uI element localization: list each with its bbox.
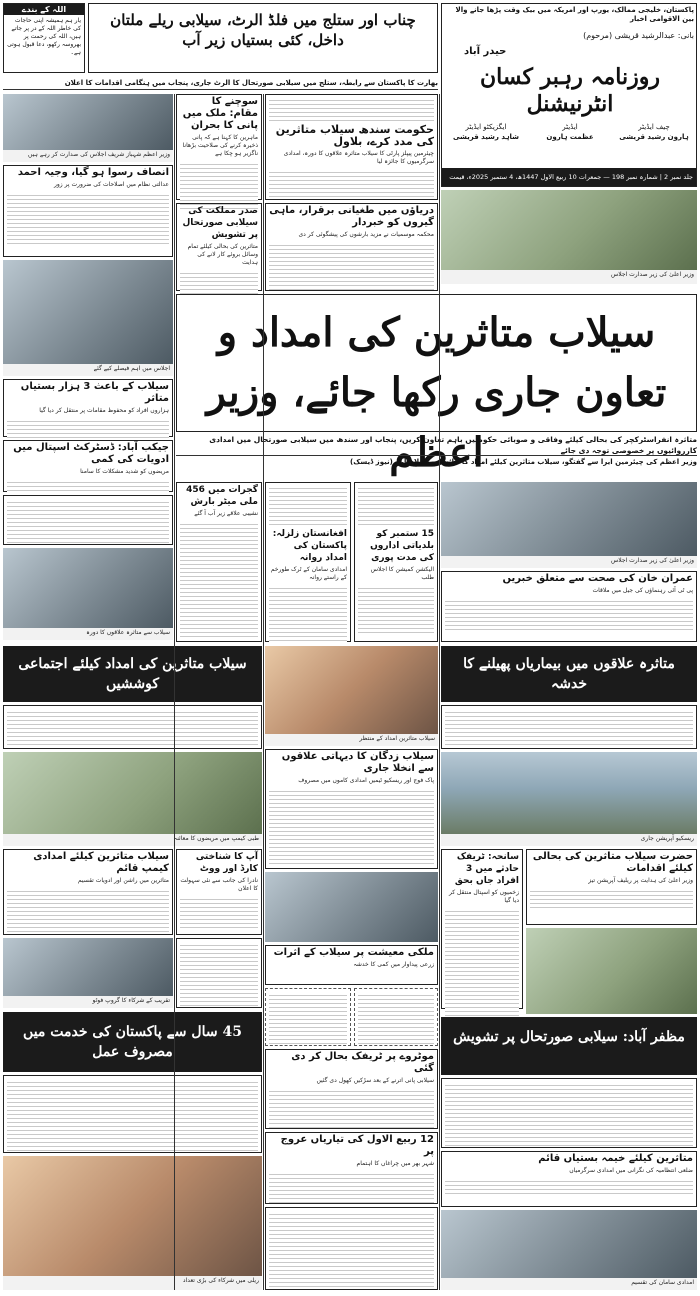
- story-text: نشیبی علاقے زیر آب آ گئے: [194, 510, 258, 517]
- photo-office-small: [265, 872, 438, 942]
- masthead-founder: بانی: عبدالرشید قریشی (مرحوم): [583, 31, 694, 40]
- banner-right-low: [441, 1017, 697, 1075]
- banner-left-mid-text: سیلاب متاثرین کی امداد کیلئے اجتماعی کوششیں: [18, 656, 247, 692]
- banner-right-low-text: مظفر آباد: سیلابی صورتحال پر تشویش: [453, 1029, 685, 1045]
- story-right-low: [441, 1078, 697, 1148]
- story-text: پاک فوج اور ریسکیو ٹیمیں امدادی کاموں میں مصروف: [298, 777, 434, 784]
- story-headline: سانحہ: ٹریفک حادثے میں 3 افراد جاں بحق: [454, 852, 519, 886]
- banner-right-mid-text: متاثرہ علاقوں میں بیماریاں پھیلنے کا خدشہ: [463, 656, 675, 692]
- story-left-column: [3, 495, 173, 545]
- masthead-staff: [446, 122, 694, 162]
- editor: عظمت ہارون: [546, 133, 594, 141]
- caption-youth: تقریب کے شرکاء کا گروپ فوٹو: [3, 996, 173, 1008]
- story-text: زرعی پیداوار میں کمی کا خدشہ: [353, 961, 434, 968]
- exec-editor: شاہد رشید قریشی: [452, 133, 520, 141]
- banner-left-low-text: 45 سال سے پاکستان کی خدمت میں مصروف عمل: [23, 1024, 242, 1060]
- story-text: عدالتی نظام میں اصلاحات کی ضرورت پر زور: [53, 181, 169, 188]
- column-rule: [439, 94, 440, 1290]
- column-rule: [263, 94, 264, 1290]
- story-text: سیلابی پانی اترنے کے بعد سڑکیں کھول دی گئیں: [316, 1077, 434, 1084]
- story-text: امدادی سامان کے ٹرک طورخم کے راستے روانہ: [270, 566, 347, 581]
- story-headline: عمران خان کی صحت سے متعلق خبریں: [502, 573, 693, 584]
- story-headline: حضرت سیلاب متاثرین کی بحالی کیلئے اقدامات: [532, 851, 693, 874]
- story-headline: افغانستان زلزلہ: پاکستان کی امداد روانہ: [272, 529, 347, 563]
- caption-medical-camp: طبی کیمپ میں مریضوں کا معائنہ: [3, 834, 262, 846]
- story-camps-left: [3, 849, 173, 935]
- story-headline: سیلاب کے باعث 3 ہزار بستیاں متاثر: [20, 381, 169, 404]
- story-rivers: [265, 203, 438, 291]
- story-text: مریضوں کو شدید مشکلات کا سامنا: [80, 468, 169, 475]
- story-text: محکمہ موسمیات نے مزید بارشوں کی پیشگوئی کر دی: [298, 231, 434, 238]
- story-id-card: [176, 849, 262, 935]
- issue-date: جمعرات 10 ربیع الاول 1447ھ، 4 ستمبر 2025ء، قیمت: [449, 173, 602, 181]
- photo-pm-meeting: [3, 94, 173, 150]
- story-headline: متاثرین کیلئے خیمہ بستیاں قائم: [538, 1153, 693, 1164]
- photo-bottom-right: [441, 1210, 697, 1278]
- banner-left-low: [3, 1012, 262, 1072]
- story-headline: 12 ربیع الاول کی تیاریاں عروج پر: [280, 1134, 434, 1157]
- story-thinking: [176, 94, 262, 200]
- story-headline: سیلاب متاثرین کیلئے امدادی کیمپ قائم: [33, 851, 169, 874]
- photo-cm-meeting: [441, 190, 697, 270]
- story-headline: سیلاب زدگان کا دیہاتی علاقوں سے انخلا جاری: [281, 751, 434, 774]
- story-text: ضلعی انتظامیہ کی نگرانی میں امدادی سرگرمیاں: [569, 1167, 693, 1174]
- caption-meeting-two: اجلاس میں اہم فیصلے کیے گئے: [3, 364, 173, 376]
- story-rehab: [526, 849, 697, 925]
- main-byline: وزیر اعظم کی چیئرمین ایرا سے گفتگو، سیلاب متاثرین کیلئے امداد کا جائزہ — اسلام آباد (نیوز ڈیسک): [350, 458, 697, 466]
- banner-right-mid: [441, 646, 697, 702]
- dua-title: اللہ کے بندے: [4, 4, 84, 15]
- story-text: زخمیوں کو اسپتال منتقل کر دیا گیا: [448, 889, 519, 904]
- caption-flood-victims: سیلاب متاثرین امداد کے منتظر: [265, 734, 438, 746]
- story-text: ماہرین کا کہنا ہے کہ پانی ذخیرہ کرنے کی صلاحیت بڑھانا ناگزیر ہو چکا ہے: [182, 134, 258, 157]
- main-subhead: متاثرہ انفراسٹرکچر کی بحالی کیلئے وفاقی و صوبائی حکومتیں باہم تعاون کریں، پنجاب اور سندھ میں سیلابی صورتحال میں امدادی کارروائیوں پر خصوصی توجہ دی جائے: [176, 434, 697, 456]
- dua-box: [3, 3, 85, 73]
- caption-official-meeting: وزیر اعلیٰ کی زیر صدارت اجلاس: [441, 556, 697, 568]
- photo-meeting-two: [3, 260, 173, 364]
- story-headline: موٹروے پر ٹریفک بحال کر دی گئی: [291, 1051, 434, 1074]
- story-headline: 15 ستمبر کو بلدیاتی اداروں کی مدت پوری: [370, 529, 434, 563]
- photo-office: [3, 548, 173, 628]
- caption-office: سیلاب سے متاثرہ علاقوں کا دورہ: [3, 628, 173, 640]
- masthead-date-bar: جلد نمبر 2 | شمارہ نمبر 198 — جمعرات 10 ربیع الاول 1447ھ، 4 ستمبر 2025ء، قیمت: [442, 168, 696, 186]
- editor-label: ایڈیٹر: [562, 123, 578, 131]
- photo-rescue: [441, 752, 697, 834]
- ticker: بھارت کا پاکستان سے رابطہ، ستلج میں سیلابی صورتحال کا الرٹ جاری، پنجاب میں ہنگامی اقدامات کا اعلان: [3, 76, 438, 90]
- story-gujrat: [176, 482, 262, 642]
- masthead: [441, 3, 697, 187]
- masthead-city: حیدر آباد: [464, 46, 507, 57]
- caption-rally: ریلی میں شرکاء کی بڑی تعداد: [3, 1276, 262, 1290]
- story-text: ہزاروں افراد کو محفوظ مقامات پر منتقل کر دیا گیا: [39, 407, 169, 414]
- column-rule: [174, 94, 175, 1290]
- story-relief-camp: [3, 705, 262, 749]
- story-middle-small: [176, 938, 262, 1008]
- photo-youth: [3, 938, 173, 996]
- story-jacobabad: [3, 440, 173, 492]
- photo-rally: [3, 1156, 262, 1276]
- story-rabi-ul-awal: [265, 1132, 438, 1204]
- chief-editor: ہارون رشید قریشی: [619, 133, 689, 141]
- photo-medical-camp: [3, 752, 262, 834]
- story-evacuation: [265, 749, 438, 869]
- story-headline: آپ کا شناختی کارڈ اور ووٹ: [195, 852, 258, 874]
- main-headline: سیلاب متاثرین کی امداد و تعاون جاری رکھا جائے، وزیر اعظم: [206, 309, 667, 476]
- masthead-top-note: پاکستان، خلیجی ممالک، یورپ اور امریکہ میں بیک وقت پڑھا جانے والا بین الاقوامی اخبار: [455, 6, 694, 23]
- story-3000-villages: [3, 379, 173, 437]
- story-bilawal: [265, 94, 438, 200]
- chief-editor-label: چیف ایڈیٹر: [638, 123, 670, 131]
- story-headline: دریاؤں میں طغیانی برقرار، ماہی گیروں کو خبردار: [269, 205, 434, 228]
- story-accident: [441, 849, 523, 1009]
- story-bottom-center: [265, 1207, 438, 1290]
- story-imran-khan: [441, 571, 697, 642]
- story-tents: [441, 1151, 697, 1207]
- boxed-notice-2: [354, 988, 438, 1046]
- story-headline: گجرات میں 456 ملی میٹر بارش: [186, 485, 258, 507]
- caption-bottom-right: امدادی سامان کی تقسیم: [441, 1278, 697, 1290]
- story-left-low: [3, 1075, 262, 1153]
- caption-rescue: ریسکیو آپریشن جاری: [441, 834, 697, 846]
- issue-number: جلد نمبر 2 | شمارہ نمبر 198: [611, 173, 693, 181]
- story-text: متاثرین میں راشن اور ادویات تقسیم: [77, 877, 169, 884]
- top-banner-text: چناب اور ستلج میں فلڈ الرٹ، سیلابی ریلے ملتان داخل، کئی بستیاں زیر آب: [110, 11, 416, 49]
- boxed-notice-1: [265, 988, 351, 1046]
- caption-pm-meeting: وزیر اعظم شہباز شریف اجلاس کی صدارت کر رہے ہیں: [3, 150, 173, 162]
- top-banner: [88, 3, 438, 73]
- story-headline: انصاف رسوا ہو گیا، وجیہ احمد: [17, 167, 169, 178]
- caption-cm-meeting: وزیر اعلیٰ کی زیر صدارت اجلاس: [441, 270, 697, 284]
- story-text: چیئرمین پیپلز پارٹی کا سیلاب متاثرہ علاقوں کا دورہ، امدادی سرگرمیوں کا جائزہ لیا: [283, 150, 434, 165]
- dua-text: یار ہم ہمیشہ اپنی حاجات کی خاطر اللہ کے در پر جاتے ہیں، اللہ کی رحمت پر بھروسہ رکھو، دعا قبول ہوتی ہے۔: [7, 17, 81, 56]
- story-headline: ملکی معیشت پر سیلاب کے اثرات: [273, 947, 434, 958]
- story-local-bodies: [354, 482, 438, 642]
- story-headline: جیکب آباد: ڈسٹرکٹ اسپتال میں ادویات کی کمی: [13, 442, 169, 465]
- story-headline: صدر مملکت کی سیلابی صورتحال پر تشویش: [182, 206, 258, 240]
- story-president: [176, 203, 262, 291]
- story-motorway: [265, 1049, 438, 1129]
- story-disease: [441, 705, 697, 749]
- story-afghanistan: [265, 482, 351, 642]
- story-headline: سوچنے کا مقام: ملک میں پانی کا بحران: [182, 96, 258, 131]
- photo-group: [526, 928, 697, 1014]
- story-headline: حکومت سندھ سیلاب متاثرین کی مدد کرے، بلاول: [275, 123, 434, 148]
- photo-official-meeting: [441, 482, 697, 556]
- story-text: متاثرین کی بحالی کیلئے تمام وسائل بروئے کار لانے کی ہدایت: [187, 243, 258, 266]
- story-text: وزیر اعلیٰ کی ہدایت پر ریلیف آپریشن تیز: [588, 877, 693, 884]
- masthead-title: روزنامہ رہبر کسان انٹرنیشنل: [480, 64, 660, 117]
- story-text: الیکشن کمیشن کا اجلاس طلب: [370, 566, 434, 581]
- story-text: نادرا کی جانب سے نئی سہولت کا اعلان: [180, 877, 258, 892]
- photo-flood-victims: [265, 646, 438, 734]
- story-economy: [265, 945, 438, 985]
- story-text: پی ٹی آئی رہنماؤں کی جیل میں ملاقات: [592, 587, 693, 594]
- exec-editor-label: ایگزیکٹو ایڈیٹر: [465, 123, 507, 131]
- story-insaf: [3, 165, 173, 257]
- banner-left-mid: [3, 646, 262, 702]
- story-text: شہر بھر میں چراغاں کا اہتمام: [356, 1160, 434, 1167]
